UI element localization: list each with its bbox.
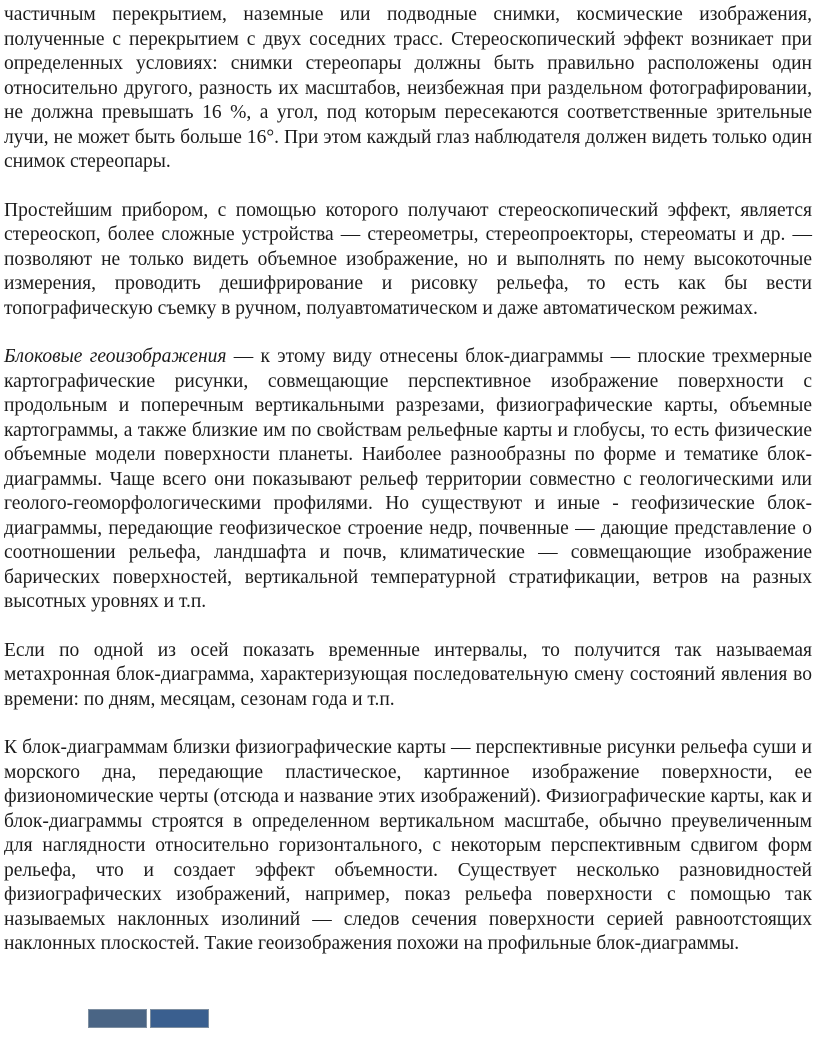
term-block-geoimages: Блоковые геоизображения xyxy=(4,346,227,367)
document-body xyxy=(4,3,812,957)
paragraph-physiographic-maps: К блок-диаграммам близки физиографические карты — перспективные рисунки рельефа суши и морского дна, передающие пластическое, картинное изображение поверхности, ее физиономические черты (отсюда и название этих изображений). Физиографические карты, как и блок-диаграммы строятся в определенном вертикальном масштабе, обычно преувеличенным для наглядности относительно горизонтального, с некоторым перспективным сдвигом форм рельефа, что и создает эффект объемности. Существует несколько разновидностей физиографических изображений, например, показ рельефа поверхности с помощью так называемых наклонных изолиний — следов сечения поверхности серией равноотстоящих наклонных плоскостей. Такие геоизображения похожи на профильные блок-диаграммы. xyxy=(4,737,812,954)
paragraph-block-geoimages xyxy=(4,345,812,615)
footer-watermark xyxy=(88,1009,209,1028)
watermark-image-1 xyxy=(88,1009,147,1028)
watermark-image-2 xyxy=(150,1009,209,1028)
paragraph-stereo-conditions: частичным перекрытием, наземные или подводные снимки, космические изображения, полученные с перекрытием с двух соседних трасс. Стереоскопический эффект возникает при определенных условиях: снимки стереопары должны быть правильно расположены один относительно другого, разность их масштабов, неизбежная при раздельном фотографировании, не должна превышать 16 %, а угол, под которым пересекаются соответственные зрительные лучи, не может быть больше 16°. При этом каждый глаз наблюдателя должен видеть только один снимок стереопары. xyxy=(4,4,812,172)
paragraph-stereoscope-devices: Простейшим прибором, с помощью которого получают стереоскопический эффект, является стереоскоп, более сложные устройства — стереометры, стереопроекторы, стереоматы и др. — позволяют не только видеть объемное изображение, но и выполнять по нему высокоточные измерения, проводить дешифрирование и рисовку рельефа, то есть как бы вести топографическую съемку в ручном, полуавтоматическом и даже автоматическом режимах. xyxy=(4,199,812,319)
paragraph-metachronous-diagram: Если по одной из осей показать временные интервалы, то получится так называемая метахронная блок-диаграмма, характеризующая последовательную смену состояний явления во времени: по дням, месяцам, сезонам года и т.п. xyxy=(4,639,812,710)
paragraph-block-geoimages-text: — к этому виду отнесены блок-диаграммы — плоские трехмерные картографические рисунки, совмещающие перспективное изображение поверхности с продольным и поперечным вертикальными разрезами, физиографические карты, объемные картограммы, а также близкие им по свойствам рельефные карты и глобусы, то есть физические объемные модели поверхности планеты. Наиболее разнообразны по форме и тематике блок-диаграммы. Чаще всего они показывают рельеф территории совместно с геологическими или геолого-геоморфологическими профилями. Но существуют и иные - геофизические блок-диаграммы, передающие геофизическое строение недр, почвенные — дающие представление о соотношении рельефа, ландшафта и почв, климатические — совмещающие изображение барических поверхностей, вертикальной температурной стратификации, ветров на разных высотных уровнях и т.п. xyxy=(4,346,812,612)
